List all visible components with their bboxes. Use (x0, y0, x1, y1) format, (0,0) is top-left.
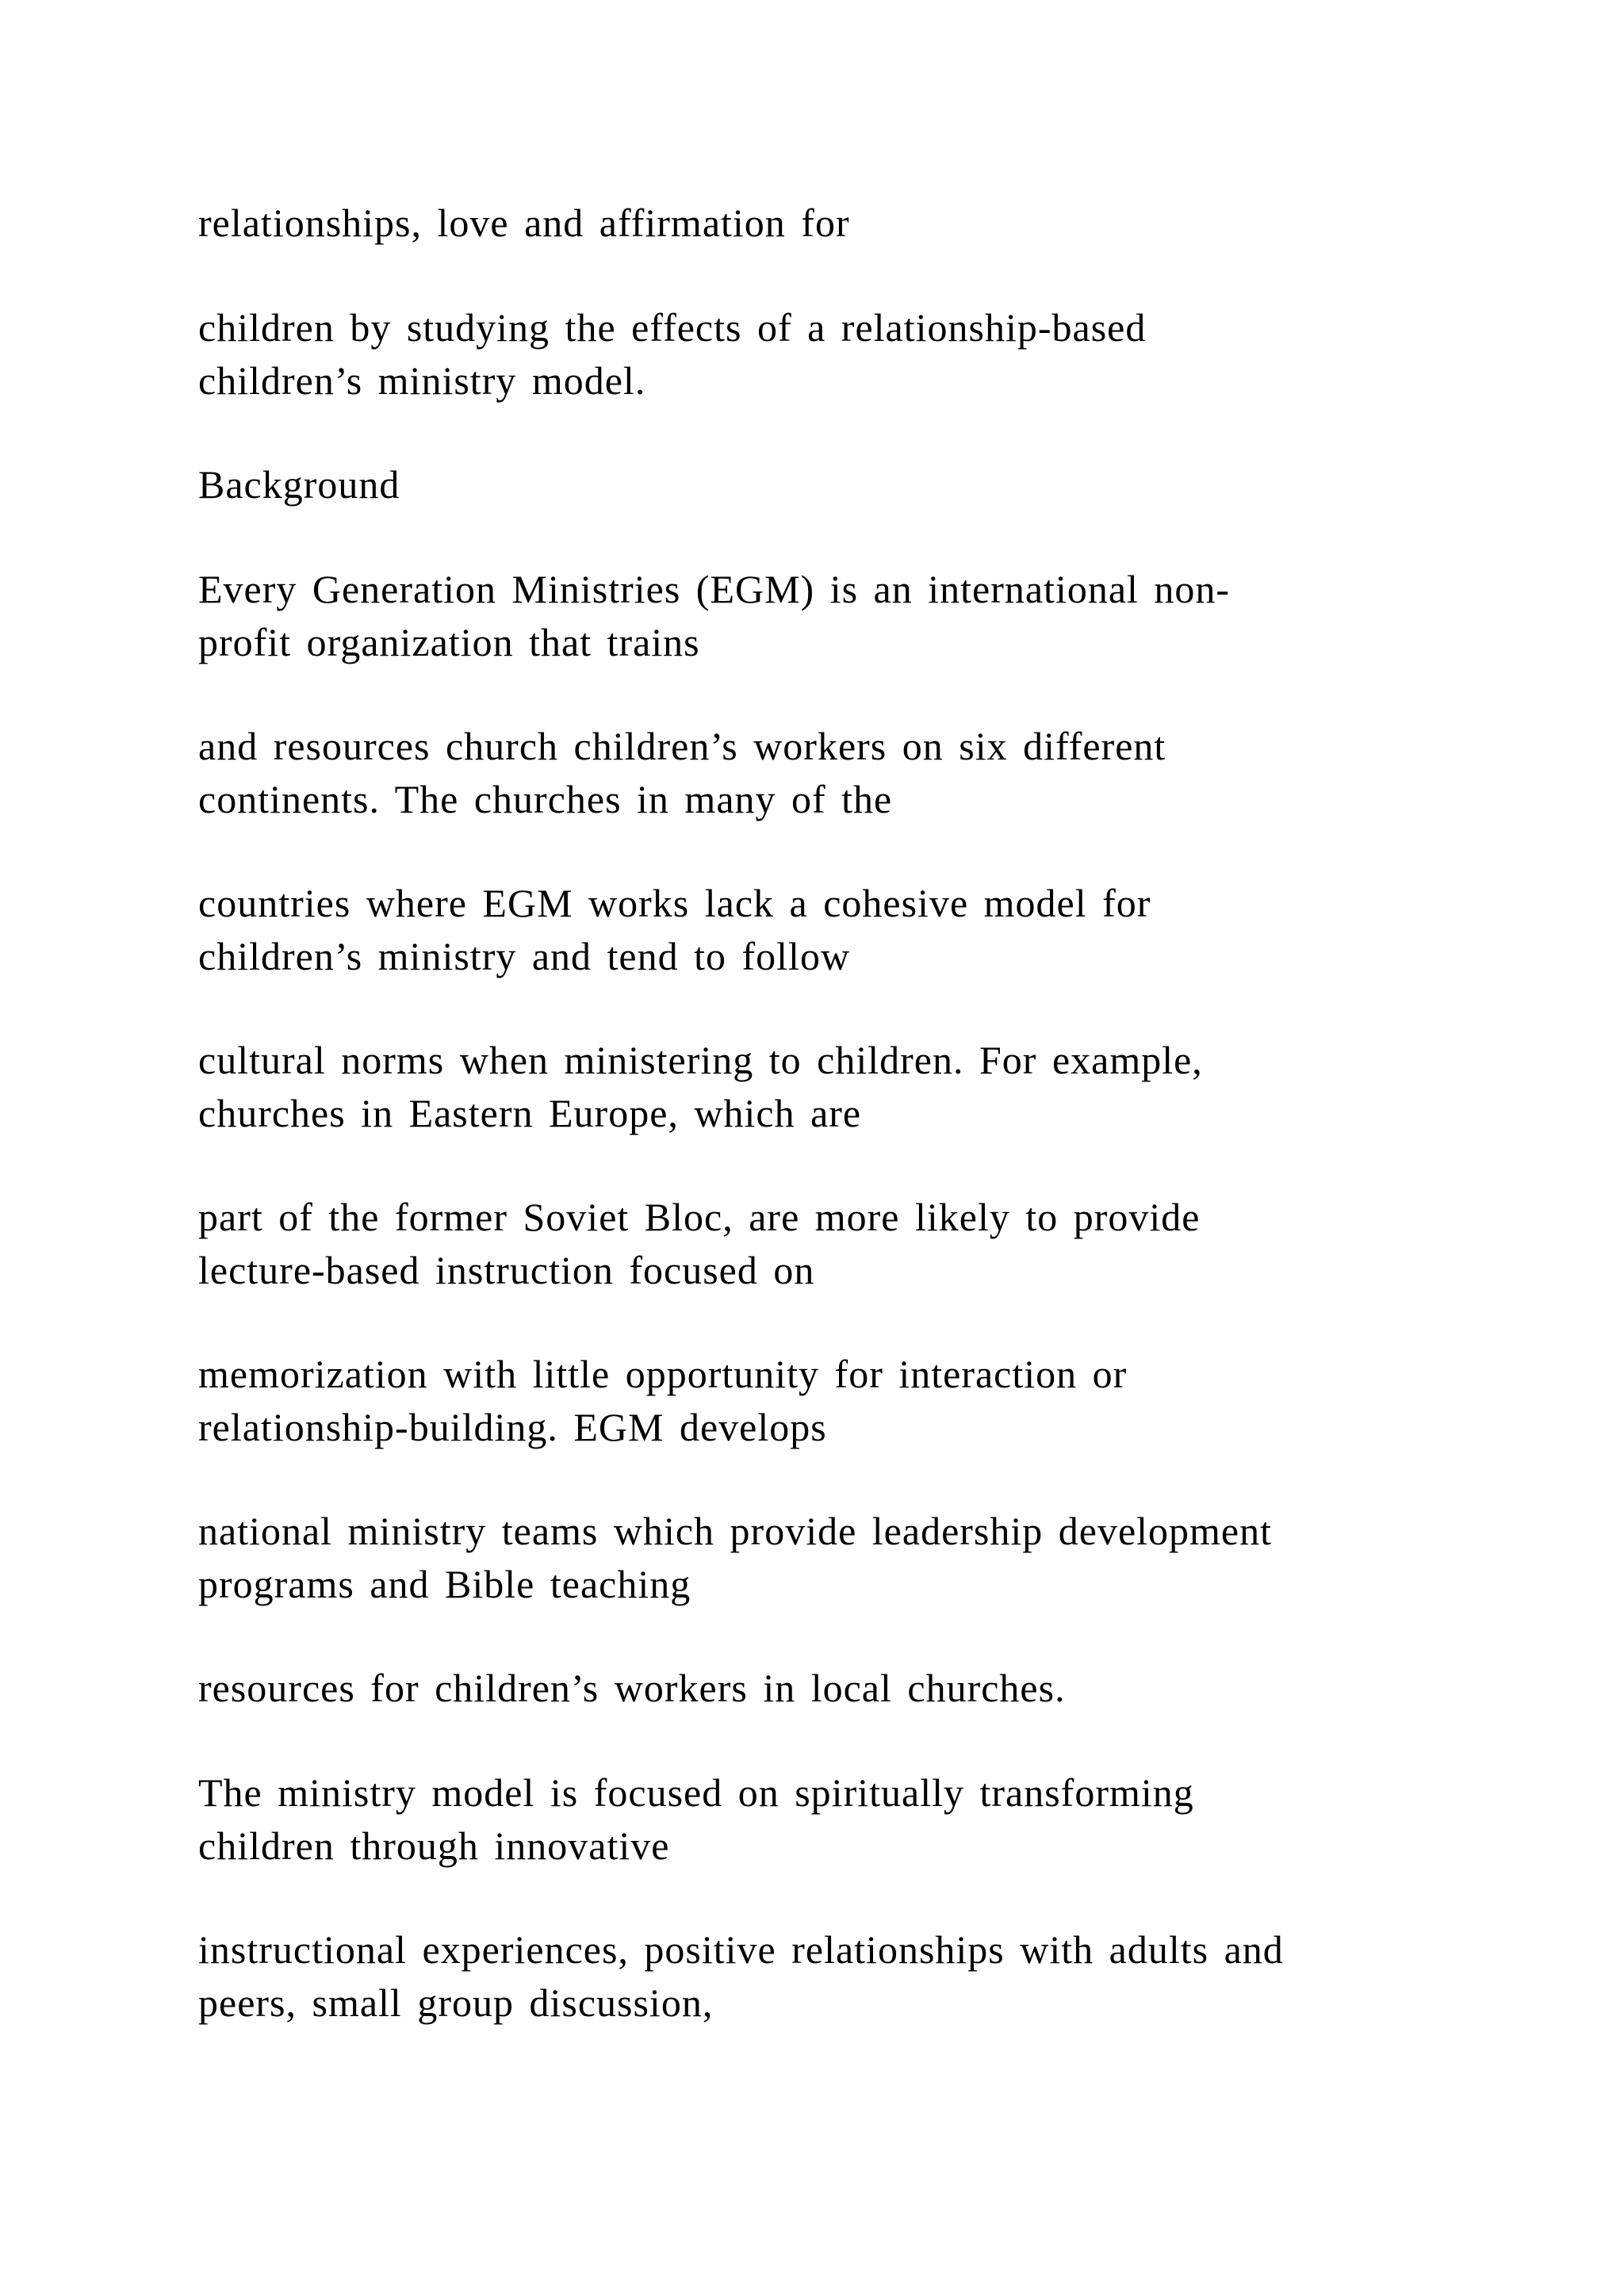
text-line: Background (198, 462, 400, 507)
text-line: profit organization that trains (198, 620, 700, 664)
text-line: programs and Bible teaching (198, 1562, 691, 1606)
text-line: instructional experiences, positive relationships with adults and (198, 1927, 1284, 1972)
paragraph-6 (198, 1034, 1507, 1140)
text-line: resources for children’s workers in local churches. (198, 1666, 1066, 1710)
paragraph-10 (198, 1662, 1507, 1715)
text-line: peers, small group discussion, (198, 1980, 714, 2025)
paragraph-1 (198, 197, 1507, 250)
text-line: national ministry teams which provide leadership development (198, 1509, 1273, 1553)
text-line: churches in Eastern Europe, which are (198, 1091, 862, 1135)
paragraph-8 (198, 1348, 1507, 1454)
text-line: relationship-building. EGM develops (198, 1405, 827, 1449)
text-line: countries where EGM works lack a cohesive model for (198, 881, 1151, 925)
text-line: memorization with little opportunity for interaction or (198, 1352, 1128, 1396)
paragraph-2 (198, 301, 1507, 408)
section-heading-background (198, 458, 1507, 511)
text-line: cultural norms when ministering to children. For example, (198, 1038, 1203, 1082)
paragraph-9 (198, 1505, 1507, 1611)
text-line: lecture-based instruction focused on (198, 1248, 815, 1292)
text-line: children through innovative (198, 1823, 670, 1868)
paragraph-12 (198, 1923, 1507, 2030)
text-line: continents. The churches in many of the (198, 777, 893, 821)
paragraph-11 (198, 1766, 1507, 1873)
text-line: and resources church children’s workers on six different (198, 724, 1166, 768)
paragraph-3 (198, 563, 1507, 669)
text-line: The ministry model is focused on spiritually transforming (198, 1770, 1194, 1815)
paragraph-7 (198, 1191, 1507, 1297)
paragraph-5 (198, 877, 1507, 983)
text-line: part of the former Soviet Bloc, are more likely to provide (198, 1195, 1201, 1239)
text-line: children’s ministry model. (198, 358, 646, 403)
paragraph-4 (198, 720, 1507, 826)
text-line: relationships, love and affirmation for (198, 201, 850, 245)
text-line: Every Generation Ministries (EGM) is an international non- (198, 567, 1231, 611)
text-line: children’s ministry and tend to follow (198, 934, 851, 978)
text-line: children by studying the effects of a relationship-based (198, 305, 1147, 350)
